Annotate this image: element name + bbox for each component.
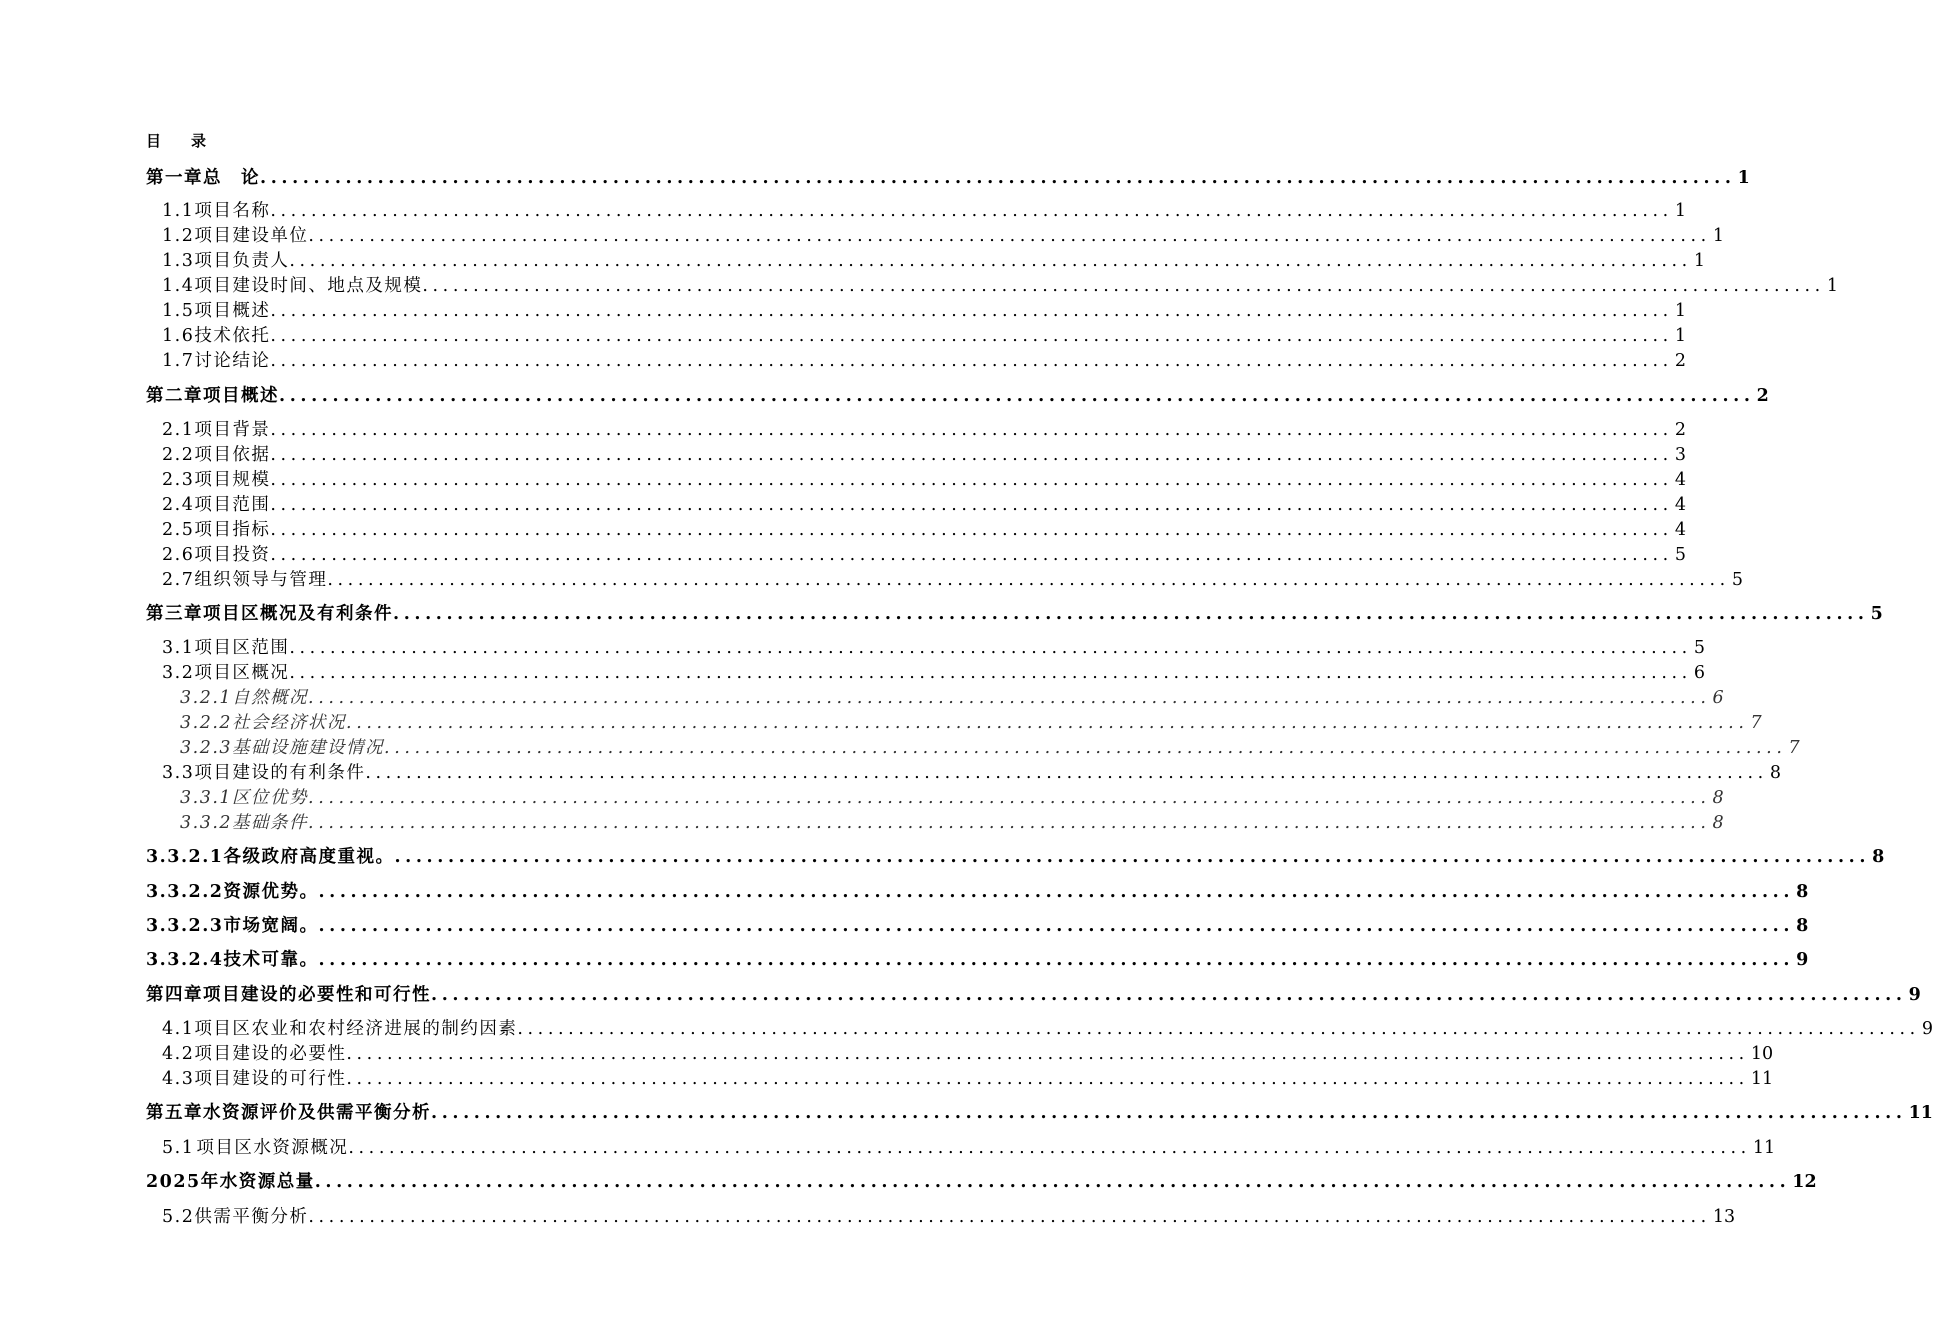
toc-entry[interactable]	[146, 948, 1809, 972]
toc-entry-page-number: 6	[1712, 688, 1724, 708]
toc-entry[interactable]	[162, 299, 1686, 323]
dot-leader: ..........................................................................................................................................	[365, 763, 1768, 783]
toc-entry-page-number: 2	[1756, 386, 1769, 406]
toc-entry-label: 项目建设单位	[194, 226, 309, 246]
toc-entry-number: 1.2	[162, 226, 195, 246]
dot-leader: ..........................................................................................................................................	[270, 445, 1673, 465]
toc-entry-number: 3.2.2	[180, 713, 233, 733]
toc-entry-page-number: 13	[1712, 1207, 1736, 1227]
dot-leader: ..........................................................................................................................................	[289, 663, 1692, 683]
toc-entry[interactable]	[162, 418, 1686, 442]
toc-entry-page-number: 7	[1750, 713, 1762, 733]
dot-leader: ..........................................................................................................................................	[270, 520, 1673, 540]
toc-entry-label: 项目建设的有利条件	[194, 763, 366, 783]
toc-title-part-2: 录	[191, 132, 207, 150]
dot-leader: ..........................................................................................................................................	[270, 201, 1673, 221]
dot-leader: ..........................................................................................................................................	[394, 847, 1871, 867]
toc-entry-page-number: 5	[1693, 638, 1705, 658]
toc-entry-page-number: 8	[1872, 847, 1885, 867]
toc-entry[interactable]	[146, 983, 1921, 1007]
toc-entry[interactable]	[180, 686, 1724, 710]
toc-entry-label: 讨论结论	[194, 351, 271, 371]
toc-entry-page-number: 1	[1674, 326, 1686, 346]
toc-entry-page-number: 1	[1737, 168, 1750, 188]
dot-leader: ..........................................................................................................................................	[279, 386, 1755, 406]
dot-leader: ..........................................................................................................................................	[517, 1019, 1920, 1039]
dot-leader: ..........................................................................................................................................	[346, 1044, 1749, 1064]
toc-entry-page-number: 1	[1712, 226, 1724, 246]
toc-entry-page-number: 12	[1792, 1172, 1817, 1192]
toc-entry-label: 项目建设时间、地点及规模	[194, 276, 423, 296]
dot-leader: ..........................................................................................................................................	[308, 226, 1711, 246]
toc-entry-page-number: 2	[1674, 420, 1686, 440]
toc-entry-label: 项目建设的可行性	[194, 1069, 347, 1089]
toc-entry-label: 项目概述	[203, 386, 279, 406]
toc-entry-label: 技术可靠。	[223, 950, 319, 970]
toc-entry[interactable]	[162, 568, 1743, 592]
toc-entry-page-number: 9	[1796, 950, 1809, 970]
dot-leader: ..........................................................................................................................................	[327, 570, 1730, 590]
toc-entry-page-number: 3	[1674, 445, 1686, 465]
toc-entry-number: 2.4	[162, 495, 195, 515]
toc-entry-number: 2.1	[162, 420, 195, 440]
toc-entry-label: 基础条件	[232, 813, 309, 833]
toc-entry-number: 2.3	[162, 470, 195, 490]
toc-entry-number: 3.2.1	[180, 688, 233, 708]
toc-entry-label: 供需平衡分析	[194, 1207, 309, 1227]
toc-entry-page-number: 7	[1788, 738, 1800, 758]
toc-entry-number: 5.2	[162, 1207, 195, 1227]
dot-leader: ..........................................................................................................................................	[384, 738, 1787, 758]
toc-entry-number: 1.3	[162, 251, 195, 271]
toc-entry[interactable]	[162, 1067, 1774, 1091]
toc-entry-label: 社会经济状况	[232, 713, 347, 733]
toc-entry-number: 4.2	[162, 1044, 195, 1064]
toc-entry-label: 项目区范围	[194, 638, 290, 658]
toc-entry-label: 区位优势	[232, 788, 309, 808]
toc-entry-number: 1.6	[162, 326, 195, 346]
dot-leader: ..........................................................................................................................................	[308, 688, 1711, 708]
dot-leader: ..........................................................................................................................................	[318, 916, 1795, 936]
toc-entry-number: 3.2.3	[180, 738, 233, 758]
toc-entry-page-number: 11	[1908, 1103, 1933, 1123]
dot-leader: ..........................................................................................................................................	[308, 1207, 1711, 1227]
toc-entry-label: 项目负责人	[194, 251, 290, 271]
toc-entry[interactable]	[162, 761, 1781, 785]
toc-entry[interactable]	[162, 518, 1686, 542]
dot-leader: ..........................................................................................................................................	[318, 882, 1795, 902]
toc-entry[interactable]	[162, 661, 1705, 685]
toc-entry[interactable]	[162, 1017, 1933, 1041]
toc-entry[interactable]	[146, 384, 1769, 408]
dot-leader: ..........................................................................................................................................	[431, 1103, 1907, 1123]
toc-entry-page-number: 6	[1693, 663, 1705, 683]
toc-entry-number: 2.5	[162, 520, 195, 540]
toc-entry-page-number: 8	[1712, 788, 1724, 808]
toc-entry-label: 项目背景	[194, 420, 271, 440]
dot-leader: ..........................................................................................................................................	[314, 1172, 1791, 1192]
toc-entry-number: 3.3.2	[180, 813, 233, 833]
toc-entry[interactable]	[146, 1101, 1933, 1125]
toc-entry[interactable]	[162, 443, 1686, 467]
toc-entry-page-number: 8	[1796, 916, 1809, 936]
toc-entry[interactable]	[180, 786, 1724, 810]
toc-entry[interactable]	[162, 543, 1686, 567]
toc-entry-number: 2.7	[162, 570, 195, 590]
dot-leader: ..........................................................................................................................................	[308, 788, 1711, 808]
dot-leader: ..........................................................................................................................................	[270, 326, 1673, 346]
toc-entry-page-number: 1	[1693, 251, 1705, 271]
toc-entry-page-number: 10	[1750, 1044, 1774, 1064]
toc-entry[interactable]	[162, 1205, 1736, 1229]
toc-entry-label: 项目区概况及有利条件	[203, 604, 393, 624]
toc-entry-number: 第一章	[146, 168, 203, 188]
toc-entry-label: 市场宽阔。	[223, 916, 319, 936]
toc-entry-label: 水资源评价及供需平衡分析	[203, 1103, 431, 1123]
toc-entry-number: 2.6	[162, 545, 195, 565]
toc-entry[interactable]	[180, 711, 1762, 735]
dot-leader: ..........................................................................................................................................	[270, 351, 1673, 371]
toc-entry-label: 项目概述	[194, 301, 271, 321]
toc-entry[interactable]	[162, 636, 1705, 660]
toc-entry[interactable]	[162, 1042, 1774, 1066]
toc-entry-page-number: 4	[1674, 495, 1686, 515]
toc-entry[interactable]	[162, 274, 1838, 298]
toc-entry-page-number: 9	[1921, 1019, 1933, 1039]
toc-entry-page-number: 5	[1731, 570, 1743, 590]
dot-leader: ..........................................................................................................................................	[289, 251, 1692, 271]
toc-entry-page-number: 4	[1674, 520, 1686, 540]
toc-entry-label: 项目名称	[194, 201, 271, 221]
toc-entry-label: 项目区概况	[194, 663, 290, 683]
toc-entry-label: 项目建设的必要性	[194, 1044, 347, 1064]
toc-entry-number: 1.4	[162, 276, 195, 296]
toc-entry-number: 第四章	[146, 985, 203, 1005]
dot-leader: ..........................................................................................................................................	[270, 301, 1673, 321]
dot-leader: ..........................................................................................................................................	[318, 950, 1795, 970]
toc-entry-label: 项目范围	[194, 495, 271, 515]
toc-entry-number: 3.3.2.4	[146, 950, 224, 970]
toc-entry-number: 第二章	[146, 386, 203, 406]
toc-entry-number: 3.3.1	[180, 788, 233, 808]
toc-entry-label: 资源优势。	[223, 882, 319, 902]
toc-entry[interactable]	[146, 166, 1750, 190]
toc-entry-label: 项目区水资源概况	[196, 1138, 349, 1158]
toc-entry-label: 技术依托	[194, 326, 271, 346]
toc-entry-label: 项目依据	[194, 445, 271, 465]
dot-leader: ..........................................................................................................................................	[346, 1069, 1749, 1089]
dot-leader: ..........................................................................................................................................	[348, 1138, 1751, 1158]
dot-leader: ..........................................................................................................................................	[260, 168, 1736, 188]
toc-entry[interactable]	[162, 324, 1686, 348]
toc-entry[interactable]	[162, 249, 1705, 273]
toc-entry[interactable]	[146, 845, 1885, 869]
toc-entry-number: 4.1	[162, 1019, 195, 1039]
toc-entry-page-number: 5	[1674, 545, 1686, 565]
toc-entry-label: 自然概况	[232, 688, 309, 708]
toc-title-part-1: 目	[146, 132, 162, 150]
toc-entry[interactable]	[146, 602, 1883, 626]
toc-entry-page-number: 8	[1769, 763, 1781, 783]
toc-entry-label: 项目指标	[194, 520, 271, 540]
dot-leader: ..........................................................................................................................................	[422, 276, 1825, 296]
dot-leader: ..........................................................................................................................................	[346, 713, 1749, 733]
toc-entry-page-number: 4	[1674, 470, 1686, 490]
toc-entry-page-number: 8	[1712, 813, 1724, 833]
toc-entry-page-number: 1	[1826, 276, 1838, 296]
toc-entry-label: 2025年水资源总量	[146, 1172, 315, 1192]
toc-entry[interactable]	[162, 468, 1686, 492]
toc-entry-number: 3.2	[162, 663, 195, 683]
toc-entry-page-number: 9	[1908, 985, 1921, 1005]
toc-entry-label: 各级政府高度重视。	[223, 847, 395, 867]
toc-entry[interactable]	[180, 736, 1800, 760]
toc-entry[interactable]	[162, 1136, 1776, 1160]
toc-entry-page-number: 11	[1752, 1138, 1776, 1158]
toc-entry-page-number: 5	[1870, 604, 1883, 624]
toc-entry-number: 5.1	[162, 1138, 195, 1158]
toc-entry-number: 3.3	[162, 763, 195, 783]
toc-entry[interactable]	[146, 880, 1809, 904]
toc-entry-label: 项目区农业和农村经济进展的制约因素	[194, 1019, 518, 1039]
toc-entry[interactable]	[146, 1170, 1817, 1194]
toc-entry-number: 3.3.2.1	[146, 847, 224, 867]
toc-entry-label: 项目建设的必要性和可行性	[203, 985, 431, 1005]
toc-entry-number: 3.1	[162, 638, 195, 658]
toc-entry[interactable]	[162, 493, 1686, 517]
dot-leader: ..........................................................................................................................................	[393, 604, 1869, 624]
toc-entry-number: 第五章	[146, 1103, 203, 1123]
toc-entry[interactable]	[162, 349, 1686, 373]
toc-entry-label: 项目规模	[194, 470, 271, 490]
dot-leader: ..........................................................................................................................................	[270, 545, 1673, 565]
toc-entry[interactable]	[146, 914, 1809, 938]
toc-entry[interactable]	[180, 811, 1724, 835]
toc-entry-number: 1.1	[162, 201, 195, 221]
toc-entry-number: 第三章	[146, 604, 203, 624]
dot-leader: ..........................................................................................................................................	[308, 813, 1711, 833]
toc-entry-number: 3.3.2.3	[146, 916, 224, 936]
toc-entry-number: 4.3	[162, 1069, 195, 1089]
toc-entry-label: 项目投资	[194, 545, 271, 565]
toc-entry[interactable]	[162, 224, 1724, 248]
dot-leader: ..........................................................................................................................................	[289, 638, 1692, 658]
toc-entry-page-number: 1	[1674, 301, 1686, 321]
toc-entry-label: 基础设施建设情况	[232, 738, 385, 758]
toc-entry-number: 3.3.2.2	[146, 882, 224, 902]
toc-entry-number: 2.2	[162, 445, 195, 465]
toc-entry-page-number: 2	[1674, 351, 1686, 371]
toc-entry-label: 总 论	[203, 168, 260, 188]
toc-entry-label: 组织领导与管理	[194, 570, 328, 590]
dot-leader: ..........................................................................................................................................	[431, 985, 1907, 1005]
toc-entry-number: 1.7	[162, 351, 195, 371]
dot-leader: ..........................................................................................................................................	[270, 420, 1673, 440]
toc-entry[interactable]	[162, 199, 1686, 223]
toc-entry-page-number: 11	[1750, 1069, 1774, 1089]
dot-leader: ..........................................................................................................................................	[270, 470, 1673, 490]
toc-entry-page-number: 8	[1796, 882, 1809, 902]
dot-leader: ..........................................................................................................................................	[270, 495, 1673, 515]
toc-entry-page-number: 1	[1674, 201, 1686, 221]
toc-entry-number: 1.5	[162, 301, 195, 321]
